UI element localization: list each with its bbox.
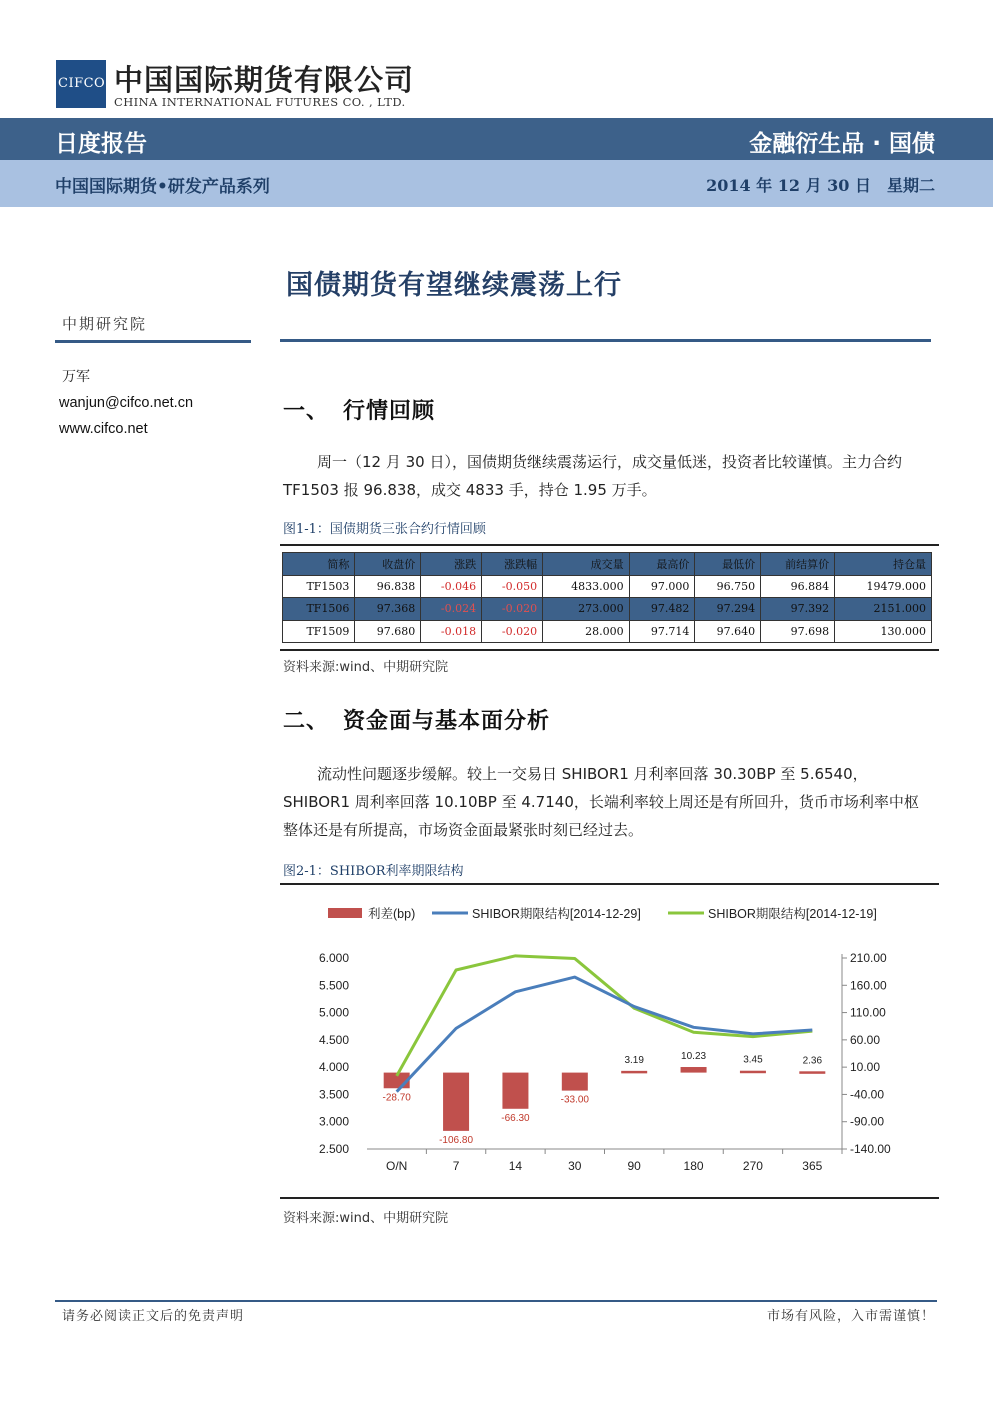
spread-bar-label: 10.23 [681, 1051, 707, 1063]
table-cell: 97.714 [629, 620, 695, 643]
footer-divider [55, 1300, 937, 1302]
section-1-text: 周一（12 月 30 日），国债期货继续震荡运行，成交量低迷，投资者比较谨慎。主力合约 TF1503 报 96.838，成交 4833 手，持仓 1.95 万手。 [283, 453, 902, 499]
company-name-cn: 中国国际期货有限公司 [114, 63, 415, 97]
spread-bar-label: -33.00 [560, 1094, 589, 1106]
table-cell: 96.750 [695, 575, 761, 598]
report-subheader-band [0, 160, 993, 207]
section-2-text: 流动性问题逐步缓解。较上一交易日 SHIBOR1 月利率回落 30.30BP 至 5.6540，SHIBOR1 周利率回落 10.10BP 至 4.7140，长端利率较上周还是有所回升，货币市场利率中枢整体还是有所提高，市场资金面最紧张时刻已经过去。 [283, 765, 919, 839]
spread-bar-label: -106.80 [439, 1134, 474, 1146]
figure-2-bottom-rule [280, 1197, 939, 1199]
logo-text: CIFCO [58, 76, 106, 91]
table-cell: TF1503 [283, 575, 355, 598]
table-cell: 19479.000 [835, 575, 932, 598]
section-2-heading [283, 704, 550, 735]
left-axis-tick-label: 4.500 [318, 1032, 349, 1047]
spread-bar-label: 2.36 [802, 1055, 823, 1067]
table-cell: 2151.000 [835, 598, 932, 621]
spread-bar [681, 1067, 707, 1073]
table-cell: 97.368 [355, 598, 421, 621]
table-cell: -0.020 [482, 598, 543, 621]
table-cell: 130.000 [835, 620, 932, 643]
research-dept: 中期研究院 [62, 315, 148, 333]
spread-bar-label: 3.45 [743, 1054, 763, 1066]
figure-1-bottom-rule [280, 649, 939, 651]
section-1-heading [283, 394, 435, 425]
table-cell: 96.838 [355, 575, 421, 598]
right-axis-tick-label: 110.00 [850, 1005, 886, 1020]
table-cell: 273.000 [543, 598, 630, 621]
spread-bar [502, 1073, 528, 1109]
table-cell: -0.046 [421, 575, 482, 598]
figure-1-source: 资料来源:wind、中期研究院 [283, 660, 449, 675]
section-2-number: 二、 [283, 709, 330, 734]
section-2-paragraph [283, 760, 933, 844]
figure-1-rule [280, 544, 939, 546]
legend-swatch-bar [328, 908, 362, 918]
figure-2-caption: 图2-1：SHIBOR利率期限结构 [283, 864, 464, 879]
legend-label: 利差(bp) [368, 907, 416, 921]
table-row [283, 620, 932, 643]
left-axis-tick-label: 4.000 [318, 1060, 349, 1075]
table-cell: -0.050 [482, 575, 543, 598]
table-cell: 97.392 [761, 598, 835, 621]
x-axis-tick-label: 270 [742, 1159, 763, 1173]
report-date: 2014 年 12 月 30 日 星期二 [706, 176, 935, 195]
section-2-title: 资金面与基本面分析 [343, 709, 551, 734]
report-series: 中国国际期货•研发产品系列 [55, 177, 270, 197]
table-header: 简称 [283, 553, 355, 576]
x-axis-tick-label: O/N [386, 1159, 408, 1173]
right-axis-tick-label: 210.00 [850, 951, 887, 965]
table-header: 收盘价 [355, 553, 421, 576]
table-cell: -0.018 [421, 620, 482, 643]
table-row [283, 598, 932, 621]
figure-1-caption: 图1-1：国债期货三张合约行情回顾 [283, 522, 486, 537]
table-cell: 97.482 [629, 598, 695, 621]
table-cell: 28.000 [543, 620, 630, 643]
table-cell: -0.020 [482, 620, 543, 643]
table-cell: TF1509 [283, 620, 355, 643]
right-axis-tick-label: -140.00 [850, 1142, 891, 1156]
report-category: 金融衍生品 · 国债 [749, 131, 935, 157]
table-header: 成交量 [543, 553, 630, 576]
x-axis-tick-label: 180 [683, 1159, 704, 1173]
right-axis-tick-label: 60.00 [850, 1032, 881, 1047]
right-axis-tick-label: 10.00 [850, 1060, 881, 1075]
legend-label: SHIBOR期限结构[2014-12-29] [472, 907, 641, 921]
x-axis-tick-label: 90 [627, 1159, 641, 1173]
left-axis-tick-label: 5.000 [318, 1005, 349, 1020]
table-header: 最低价 [695, 553, 761, 576]
table-cell: 97.000 [629, 575, 695, 598]
left-axis-tick-label: 3.500 [318, 1087, 349, 1102]
report-header-band [0, 118, 993, 160]
left-axis-tick-label: 2.500 [318, 1142, 349, 1156]
x-axis-tick-label: 7 [452, 1159, 460, 1173]
shibor-chart [282, 892, 942, 1192]
table-cell: 97.640 [695, 620, 761, 643]
left-axis-tick-label: 3.000 [318, 1114, 349, 1129]
table-cell: 97.294 [695, 598, 761, 621]
table-cell: -0.024 [421, 598, 482, 621]
shibor-chart-svg [282, 892, 942, 1192]
company-logo [56, 60, 106, 108]
spread-bar-label: -28.70 [382, 1092, 411, 1104]
left-axis-tick-label: 5.500 [318, 978, 349, 993]
spread-bar [621, 1071, 647, 1074]
table-cell: 97.680 [355, 620, 421, 643]
section-1-number: 一、 [283, 399, 330, 424]
section-1-title: 行情回顾 [343, 399, 436, 424]
right-axis-tick-label: -90.00 [850, 1114, 885, 1129]
spread-bar [799, 1071, 825, 1074]
table-header: 持仓量 [835, 553, 932, 576]
section-1-paragraph [283, 448, 933, 504]
company-name-en: CHINA INTERNATIONAL FUTURES CO. , LTD. [114, 95, 406, 109]
spread-bar [443, 1073, 469, 1131]
author-name: 万军 [62, 369, 90, 385]
table-cell: 4833.000 [543, 575, 630, 598]
figure-2-source: 资料来源:wind、中期研究院 [283, 1211, 449, 1226]
x-axis-tick-label: 365 [802, 1159, 823, 1173]
report-type: 日度报告 [55, 131, 147, 157]
spread-bar-label: -66.30 [501, 1112, 530, 1124]
spread-bar [740, 1071, 766, 1074]
table-header: 涨跌幅 [482, 553, 543, 576]
spread-bar [562, 1073, 588, 1091]
table-header-row [283, 553, 932, 576]
spread-bar-label: 3.19 [624, 1054, 644, 1066]
page-title: 国债期货有望继续震荡上行 [286, 270, 622, 301]
company-website[interactable]: www.cifco.net [59, 421, 148, 437]
futures-quote-table [282, 552, 932, 643]
x-axis-tick-label: 14 [508, 1159, 523, 1173]
title-divider [280, 339, 931, 342]
table-header: 涨跌 [421, 553, 482, 576]
table-cell: 96.884 [761, 575, 835, 598]
table-header: 最高价 [629, 553, 695, 576]
figure-2-rule [280, 883, 939, 885]
right-axis-tick-label: -40.00 [850, 1087, 885, 1102]
author-email[interactable]: wanjun@cifco.net.cn [59, 395, 194, 411]
sidebar-divider [55, 340, 251, 343]
table-row [283, 575, 932, 598]
left-axis-tick-label: 6.000 [318, 951, 349, 965]
footer-risk-notice: 市场有风险，入市需谨慎！ [766, 1309, 935, 1324]
table-header: 前结算价 [761, 553, 835, 576]
legend-label: SHIBOR期限结构[2014-12-19] [708, 907, 877, 921]
x-axis-tick-label: 30 [568, 1159, 582, 1173]
table-cell: 97.698 [761, 620, 835, 643]
footer-disclaimer: 请务必阅读正文后的免责声明 [62, 1309, 245, 1324]
right-axis-tick-label: 160.00 [850, 978, 887, 993]
table-cell: TF1506 [283, 598, 355, 621]
